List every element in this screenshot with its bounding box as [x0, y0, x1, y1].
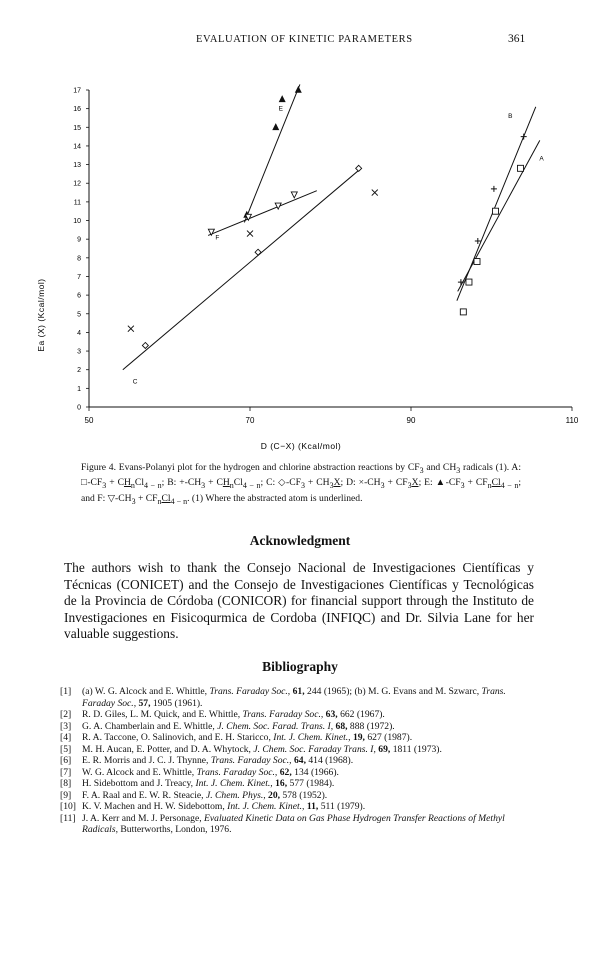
bibliography-entry [60, 778, 540, 790]
y-tick-label: 13 [73, 162, 81, 170]
x-tick-label: 50 [84, 416, 94, 425]
y-tick-label: 3 [77, 348, 81, 356]
y-axis-label: Ea (X) (Kcal/mol) [36, 278, 46, 352]
reference-number: [2] [60, 709, 72, 720]
line-label-C: C [132, 378, 138, 386]
data-point-x [128, 326, 134, 332]
data-point-x [247, 231, 253, 237]
y-tick-label: 1 [77, 385, 81, 393]
reference-text: K. V. Machen and H. W. Sidebottom, Int. J. Chem. Kinet., 11, 511 (1979). [82, 801, 366, 812]
data-point-square [474, 259, 480, 265]
reference-text: R. D. Giles, L. M. Quick, and E. Whittle, Trans. Faraday Soc., 63, 662 (1967). [82, 709, 385, 720]
bibliography-entry [60, 686, 540, 709]
y-tick-label: 17 [73, 87, 81, 95]
y-tick-label: 0 [77, 404, 81, 412]
bibliography-entry [60, 709, 540, 721]
reference-text: E. R. Morris and J. C. J. Thynne, Trans. Faraday Soc., 64, 414 (1968). [82, 755, 354, 766]
figure-caption: Figure 4. Evans-Polanyi plot for the hydrogen and chlorine abstraction reactions by $CF_3$ and $CH_3$ radicals (1). A: $□-CF_3 + CH_nCl_{4 - n}$; B: $+-CH_3 + CH_nCl_{4 - n}$; C: $◇-CF_3 + CH_3X$; D: $\times-CH_3 + CF_3X$; E: $▲-CF_3 + CF_nCl_{4 - n}$; and F: $▽-CH_3 + CF_nCl_{4 - n}$. (1) Where the abstracted atom is underlined. [81, 462, 521, 506]
bibliography-entry [60, 767, 540, 779]
data-point-plus [521, 134, 527, 140]
line-label-B: B [508, 112, 513, 120]
reference-text: F. A. Raal and E. W. R. Steacie, J. Chem. Phys., 20, 578 (1952). [82, 789, 328, 801]
reference-text: (a) W. G. Alcock and E. Whittle, Trans. Faraday Soc., 61, 244 (1965); (b) M. G. Evans and M. Szwarc, Trans. Faraday Soc., 57, 1905 (1961). [82, 686, 506, 709]
data-point-triangle-down [208, 229, 214, 235]
chart-data-points [128, 87, 527, 349]
reference-number: [11] [60, 812, 76, 824]
reference-number: [5] [60, 743, 72, 755]
y-tick-label: 9 [77, 236, 81, 244]
x-tick-label: 70 [245, 416, 255, 425]
bibliography-entry [60, 813, 540, 836]
y-tick-label: 7 [77, 273, 81, 281]
y-tick-label: 15 [73, 124, 81, 132]
reference-number: [7] [60, 766, 72, 778]
bibliography-entry [60, 732, 540, 744]
bibliography-title: Bibliography [262, 659, 338, 674]
reference-text: H. Sidebottom and J. Treacy, Int. J. Chem. Kinet., 16, 577 (1984). [82, 778, 335, 789]
fit-line-C [123, 168, 361, 369]
fit-line-E [244, 84, 300, 222]
data-point-plus [491, 186, 497, 192]
reference-number: [8] [60, 778, 72, 789]
reference-text: M. H. Aucan, E. Potter, and D. A. Whytock, J. Chem. Soc. Faraday Trans. I, 69, 1811 (1973). [82, 743, 442, 755]
bibliography-entry [60, 744, 540, 756]
chart-axes [73, 88, 579, 426]
bibliography-entry [60, 801, 540, 813]
y-tick-label: 2 [77, 367, 81, 375]
y-tick-label: 5 [77, 311, 81, 319]
data-point-diamond [142, 342, 148, 348]
y-tick-label: 14 [73, 143, 81, 151]
fit-line-F [208, 191, 317, 236]
y-tick-label: 12 [73, 180, 81, 188]
evans-polanyi-chart [0, 70, 600, 460]
line-label-F: F [215, 234, 220, 242]
bibliography-entry [60, 721, 540, 733]
y-tick-label: 6 [77, 292, 81, 300]
data-point-diamond [255, 249, 261, 255]
data-point-triangle-up [279, 96, 285, 102]
reference-text: R. A. Taccone, O. Salinovich, and E. H. Staricco, Int. J. Chem. Kinet., 19, 627 (1987). [82, 732, 413, 743]
acknowledgment-title: Acknowledgment [249, 533, 351, 548]
reference-text: J. A. Kerr and M. J. Personage, Evaluated Kinetic Data on Gas Phase Hydrogen Transfer Reactions of Methyl Radicals, Butterworths, London, 1976. [82, 812, 505, 835]
reference-number: [10] [60, 801, 76, 812]
reference-number: [4] [60, 732, 72, 743]
data-point-x [372, 190, 378, 196]
y-tick-label: 4 [77, 329, 81, 337]
y-tick-label: 10 [73, 218, 81, 226]
data-point-square [517, 165, 523, 171]
bibliography-list [60, 686, 540, 836]
bibliography-entry [60, 790, 540, 802]
reference-number: [9] [60, 789, 72, 801]
data-point-square [493, 208, 499, 214]
x-tick-label: 110 [565, 416, 579, 425]
line-label-A: A [539, 155, 544, 163]
y-tick-label: 8 [77, 255, 81, 263]
data-point-plus [458, 279, 464, 285]
data-point-triangle-down [291, 192, 297, 198]
reference-text: G. A. Chamberlain and E. Whittle, J. Chem. Soc. Farad. Trans. I, 68, 888 (1972). [82, 720, 395, 732]
data-point-diamond [356, 165, 362, 171]
data-point-square [466, 279, 472, 285]
chart-fit-lines [123, 84, 540, 369]
running-title: EVALUATION OF KINETIC PARAMETERS [196, 34, 413, 45]
line-label-E: E [278, 105, 284, 113]
reference-number: [3] [60, 720, 72, 732]
x-tick-label: 90 [406, 416, 416, 425]
reference-text: W. G. Alcock and E. Whittle, Trans. Faraday Soc., 62, 134 (1966). [82, 766, 339, 778]
data-point-triangle-up [295, 87, 301, 93]
reference-number: [6] [60, 755, 72, 766]
bibliography-entry [60, 755, 540, 767]
y-tick-label: 16 [73, 106, 81, 114]
page-number: 361 [508, 33, 526, 45]
y-tick-label: 11 [73, 199, 81, 207]
running-header [0, 34, 600, 50]
acknowledgment-text: The authors wish to thank the Consejo Nacional de Investigaciones Científicas y Técnicas (CONICET) and the Consejo de Investigaciones Científicas y Tecnológicas de la Provincia de Córdoba (CONICOR) for financial support through the Instituto de Investigaciones en Fisicoqurmica de Cordoba (INFIQC) and Dr. Silvia Lane for her valuable suggestions. [64, 560, 534, 641]
x-axis-label: D (C−X) (Kcal/mol) [260, 441, 342, 451]
data-point-triangle-up [273, 124, 279, 130]
data-point-square [460, 309, 466, 315]
reference-number: [1] [60, 686, 72, 697]
